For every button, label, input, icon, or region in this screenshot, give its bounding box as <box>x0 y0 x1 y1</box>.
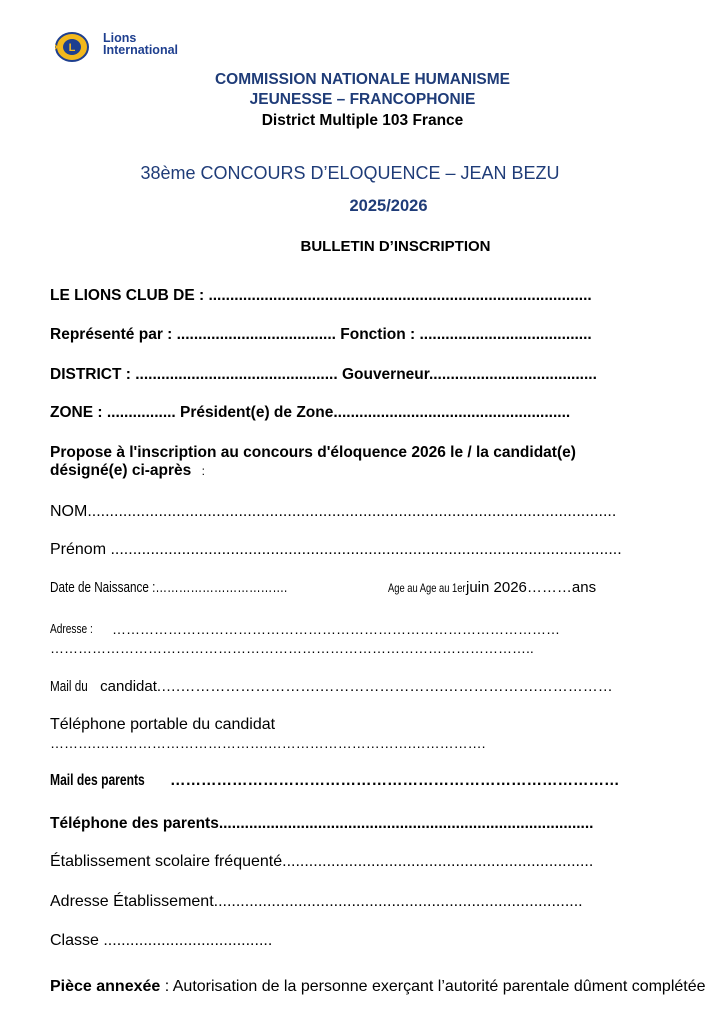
birthdate-row <box>50 579 354 596</box>
club-field[interactable]: LE LIONS CLUB DE : ......................................................................................... <box>50 287 592 304</box>
contest-title: 38ème CONCOURS D’ELOQUENCE – JEAN BEZU <box>140 163 560 183</box>
age-label: Age au Age au 1er <box>388 581 466 595</box>
telephone-candidat-field[interactable]: ……….……………………………….………………………….……………. <box>50 735 486 751</box>
adresse-field-line2[interactable]: ………………………………………………………………………………………….. <box>50 640 534 656</box>
adresse-field-line1[interactable]: …………………………………………………………………………………… <box>112 621 560 637</box>
svg-text:L: L <box>68 42 76 54</box>
header-line2: JEUNESSE – FRANCOPHONIE <box>249 91 476 108</box>
lions-logo <box>55 31 205 63</box>
mail-parents-row[interactable] <box>50 772 620 790</box>
propose-line2 <box>50 462 205 480</box>
classe-field[interactable]: Classe ...................................... <box>50 932 273 949</box>
etablissement-field[interactable]: Établissement scolaire fréquenté...................................................................... <box>50 853 594 870</box>
piece-annexee-label: Pièce annexée <box>50 978 161 995</box>
telephone-parents-field[interactable]: Téléphone des parents....................................................................................... <box>50 815 594 832</box>
birthdate-field[interactable]: Date de Naissance :……………………………. <box>50 579 288 596</box>
prenom-field[interactable]: Prénom ................................................................................................................... <box>50 541 622 558</box>
lions-emblem-icon <box>55 31 99 63</box>
piece-annexee-text: : Autorisation de la personne exerçant l’autorité parentale dûment complétée <box>160 978 706 995</box>
mail-candidat-row[interactable] <box>50 678 613 695</box>
form-subtitle: BULLETIN D’INSCRIPTION <box>300 238 491 255</box>
piece-annexee <box>50 978 706 996</box>
zone-field[interactable]: ZONE : ................ Président(e) de Zone....................................................... <box>50 404 571 421</box>
mail-candidat-label: Mail du <box>50 678 88 695</box>
nom-field[interactable]: NOM....................................................................................................................... <box>50 503 617 520</box>
district-field[interactable]: DISTRICT : ............................................... Gouverneur....................................... <box>50 366 597 383</box>
propose-colon: : <box>201 464 205 478</box>
mail-candidat-field[interactable]: candidat.….……………………….…………………….……………….…………… <box>96 678 613 695</box>
contest-year: 2025/2026 <box>349 197 428 215</box>
mail-parents-label: Mail des parents <box>50 772 145 789</box>
adresse-etablissement-field[interactable]: Adresse Établissement................................................................................... <box>50 893 583 910</box>
adresse-label: Adresse : <box>50 621 93 636</box>
propose-line2-text: désigné(e) ci-après <box>50 462 192 479</box>
telephone-candidat-label: Téléphone portable du candidat <box>50 716 276 733</box>
logo-line1: Lions <box>103 31 137 45</box>
adresse-label-wrap <box>50 621 105 636</box>
header-line1: COMMISSION NATIONALE HUMANISME <box>214 71 511 88</box>
mail-parents-field[interactable]: …………………………………………………………………………… <box>170 772 620 789</box>
age-juin[interactable]: juin 2026………ans <box>466 579 597 596</box>
logo-line2: International <box>103 43 179 57</box>
header-line3: District Multiple 103 France <box>261 112 464 129</box>
represented-by-field[interactable]: Représenté par : ..................................... Fonction : ........................................ <box>50 326 592 343</box>
propose-line1: Propose à l'inscription au concours d'éloquence 2026 le / la candidat(e) <box>50 444 576 461</box>
